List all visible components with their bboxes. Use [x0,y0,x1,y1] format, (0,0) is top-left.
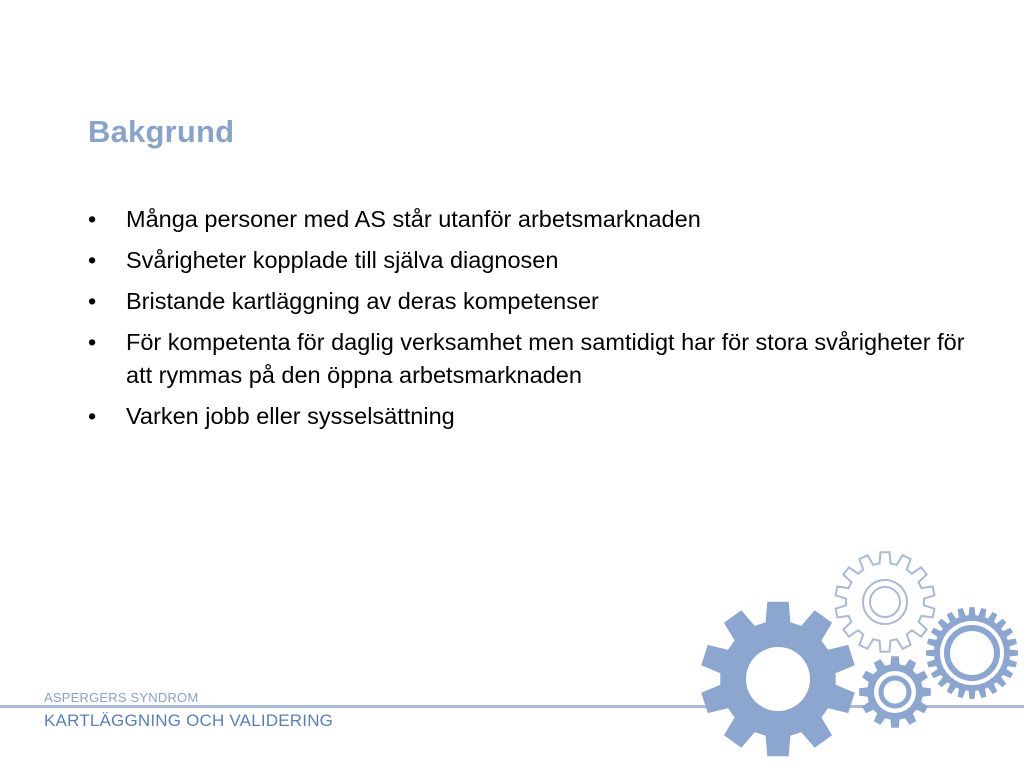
bullet-text: För kompetenta för daglig verksamhet men samtidigt har för stora svårigheter för att rymmas på den öppna arbetsmarknaden [126,329,965,388]
footer-title: KARTLÄGGNING OCH VALIDERING [44,711,334,730]
slide-title: Bakgrund [88,114,235,149]
large-gear-icon [701,602,855,757]
bullet-item [88,203,968,236]
bullet-text: Bristande kartläggning av deras kompetenser [126,288,599,314]
bullet-text: Många personer med AS står utanför arbetsmarknaden [126,206,701,232]
bullet-dot: • [88,288,97,314]
bullet-item [88,400,968,433]
bullet-dot: • [88,206,97,232]
gear-body [836,552,935,652]
gear-hole [746,647,810,711]
right-gear-icon [926,607,1018,699]
bullet-list [88,203,968,441]
outline-gear-icon [836,552,935,652]
bullet-item [88,285,968,318]
bullet-dot: • [88,247,97,273]
bullet-text: Varken jobb eller sysselsättning [126,403,455,429]
gears-icon [690,545,1024,768]
bullet-text: Svårigheter kopplade till själva diagnosen [126,247,559,273]
bullet-dot: • [88,403,97,429]
bullet-item [88,244,968,277]
small-gear-icon [859,656,931,728]
bullet-dot: • [88,329,97,355]
footer-subtitle: ASPERGERS SYNDROM [44,690,199,705]
bullet-item [88,326,968,392]
